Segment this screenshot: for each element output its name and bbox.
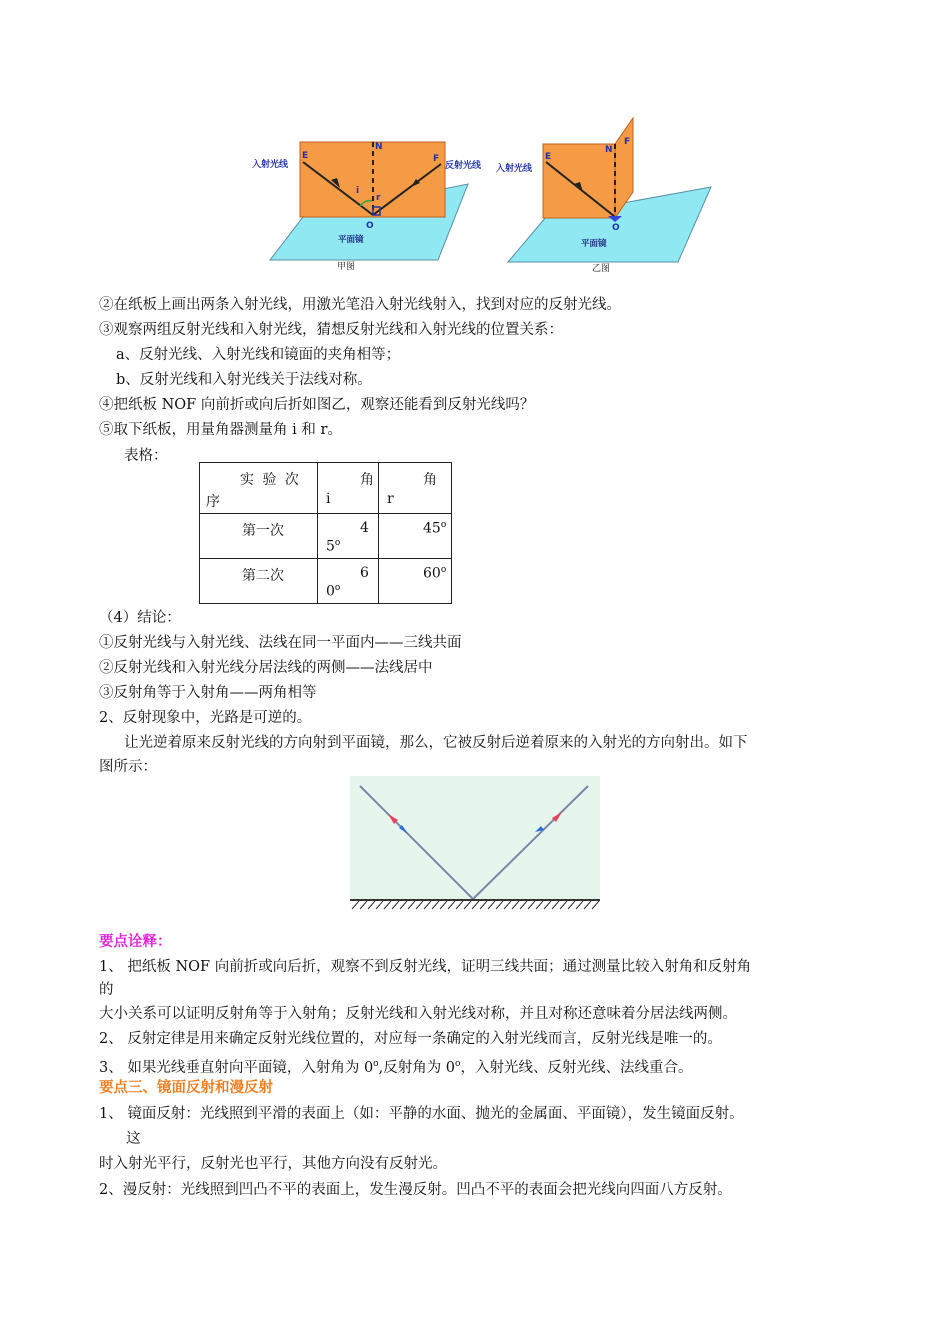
- section3-line-3: 2、漫反射：光线照到凹凸不平的表面上，发生漫反射。凹凸不平的表面会把光线向四面八方反射。: [99, 1182, 732, 1198]
- label-reflected-left: 反射光线: [445, 161, 482, 171]
- row2-r: 60$^o$: [423, 565, 447, 582]
- figure-right: [496, 118, 711, 274]
- figure-left: [252, 142, 482, 272]
- label-F-left: F: [433, 154, 440, 164]
- header-order-top: 实 验 次: [240, 472, 301, 488]
- section3-heading: 要点三、镜面反射和漫反射: [99, 1079, 273, 1096]
- explanation-heading: 要点诠释：: [99, 933, 172, 950]
- label-i: i: [356, 186, 360, 196]
- conclusion-item-1: ①反射光线与入射光线、法线在同一平面内——三线共面: [99, 635, 462, 651]
- label-incident-left: 入射光线: [252, 160, 289, 170]
- row1-r: 45$^o$: [423, 520, 447, 537]
- section3-line-2: 时入射光平行，反射光也平行，其他方向没有反射光。: [99, 1156, 447, 1172]
- section3-line-1: 1、 镜面反射：光线照到平滑的表面上（如：平静的水面、抛光的金属面、平面镜），发生镜面反射。: [99, 1106, 744, 1122]
- figure-background: [350, 776, 600, 899]
- paper-board-right: [543, 144, 615, 218]
- label-N-left: N: [375, 142, 383, 152]
- explanation-line-3: 2、 反射定律是用来确定反射光线位置的，对应每一条确定的入射光线而言，反射光线是唯一的。: [99, 1031, 722, 1047]
- section3-line-1b: 这: [126, 1131, 141, 1147]
- label-r: r: [376, 193, 381, 203]
- step-5: ⑤取下纸板，用量角器测量角 i 和 r。: [99, 422, 342, 438]
- label-E-right: E: [545, 152, 552, 162]
- reversible-path-figure: [350, 776, 600, 913]
- caption-left: 甲图: [337, 262, 356, 272]
- step-3: ③观察两组反射光线和入射光线，猜想反射光线和入射光线的位置关系：: [99, 322, 563, 338]
- conclusion-item-3: ③反射角等于入射角——两角相等: [99, 685, 317, 701]
- row1-i-bottom: 5$^o$: [326, 538, 341, 555]
- explanation-line-1: 1、 把纸板 NOF 向前折或向后折，观察不到反射光线，证明三线共面；通过测量比较入射角和反射角: [99, 959, 752, 975]
- row1-i-top: 4: [360, 520, 369, 536]
- header-i-bottom: i: [326, 491, 331, 507]
- header-r-top: 角: [423, 472, 437, 488]
- reversible-title: 2、反射现象中，光路是可逆的。: [99, 710, 312, 726]
- mirror-hatching: [352, 901, 599, 909]
- guess-a: a、反射光线、入射光线和镜面的夹角相等；: [116, 347, 401, 363]
- conclusion-item-2: ②反射光线和入射光线分居法线的两侧——法线居中: [99, 660, 433, 676]
- label-mirror-left: 平面镜: [338, 235, 364, 245]
- table-row: [200, 559, 452, 604]
- table-header-row: [200, 463, 452, 514]
- explanation-line-2: 大小关系可以证明反射角等于入射角；反射光线和入射光线对称，并且对称还意味着分居法线两侧。: [99, 1006, 737, 1022]
- label-O-left: O: [366, 221, 374, 231]
- header-i-top: 角: [360, 472, 374, 488]
- table-row: [200, 514, 452, 559]
- explanation-line-1b: 的: [99, 982, 114, 998]
- label-E-left: E: [302, 151, 309, 161]
- label-mirror-right: 平面镜: [581, 239, 607, 249]
- row2-i-top: 6: [360, 565, 369, 581]
- reversible-paragraph-2: 图所示：: [99, 759, 157, 775]
- measurement-table: [199, 462, 452, 604]
- header-r-bottom: r: [387, 491, 394, 507]
- label-O-right: O: [612, 223, 620, 233]
- header-order-bottom: 序: [206, 494, 220, 510]
- reversible-paragraph-1: 让光逆着原来反射光线的方向射到平面镜，那么，它被反射后逆着原来的入射光的方向射出。如下: [124, 735, 748, 751]
- guess-b: b、反射光线和入射光线关于法线对称。: [116, 372, 372, 388]
- step-4: ④把纸板 NOF 向前折或向后折如图乙，观察还能看到反射光线吗？: [99, 397, 535, 413]
- row1-label: 第一次: [242, 523, 284, 539]
- label-N-right: N: [605, 145, 613, 155]
- label-incident-right: 入射光线: [496, 164, 533, 174]
- reflection-experiment-figure: [248, 112, 718, 277]
- label-F-right: F: [624, 137, 631, 147]
- table-label: 表格：: [124, 448, 168, 464]
- row2-i-bottom: 0$^o$: [326, 583, 341, 600]
- conclusion-heading: （4）结论：: [99, 610, 181, 626]
- caption-right: 乙图: [592, 264, 611, 274]
- row2-label: 第二次: [242, 568, 284, 584]
- step-2: ②在纸板上画出两条入射光线，用激光笔沿入射光线射入，找到对应的反射光线。: [99, 297, 621, 313]
- explanation-line-4: 3、 如果光线垂直射向平面镜，入射角为 0$^o$,反射角为 0$^o$，入射光线、反射光线、法线重合。: [99, 1059, 693, 1076]
